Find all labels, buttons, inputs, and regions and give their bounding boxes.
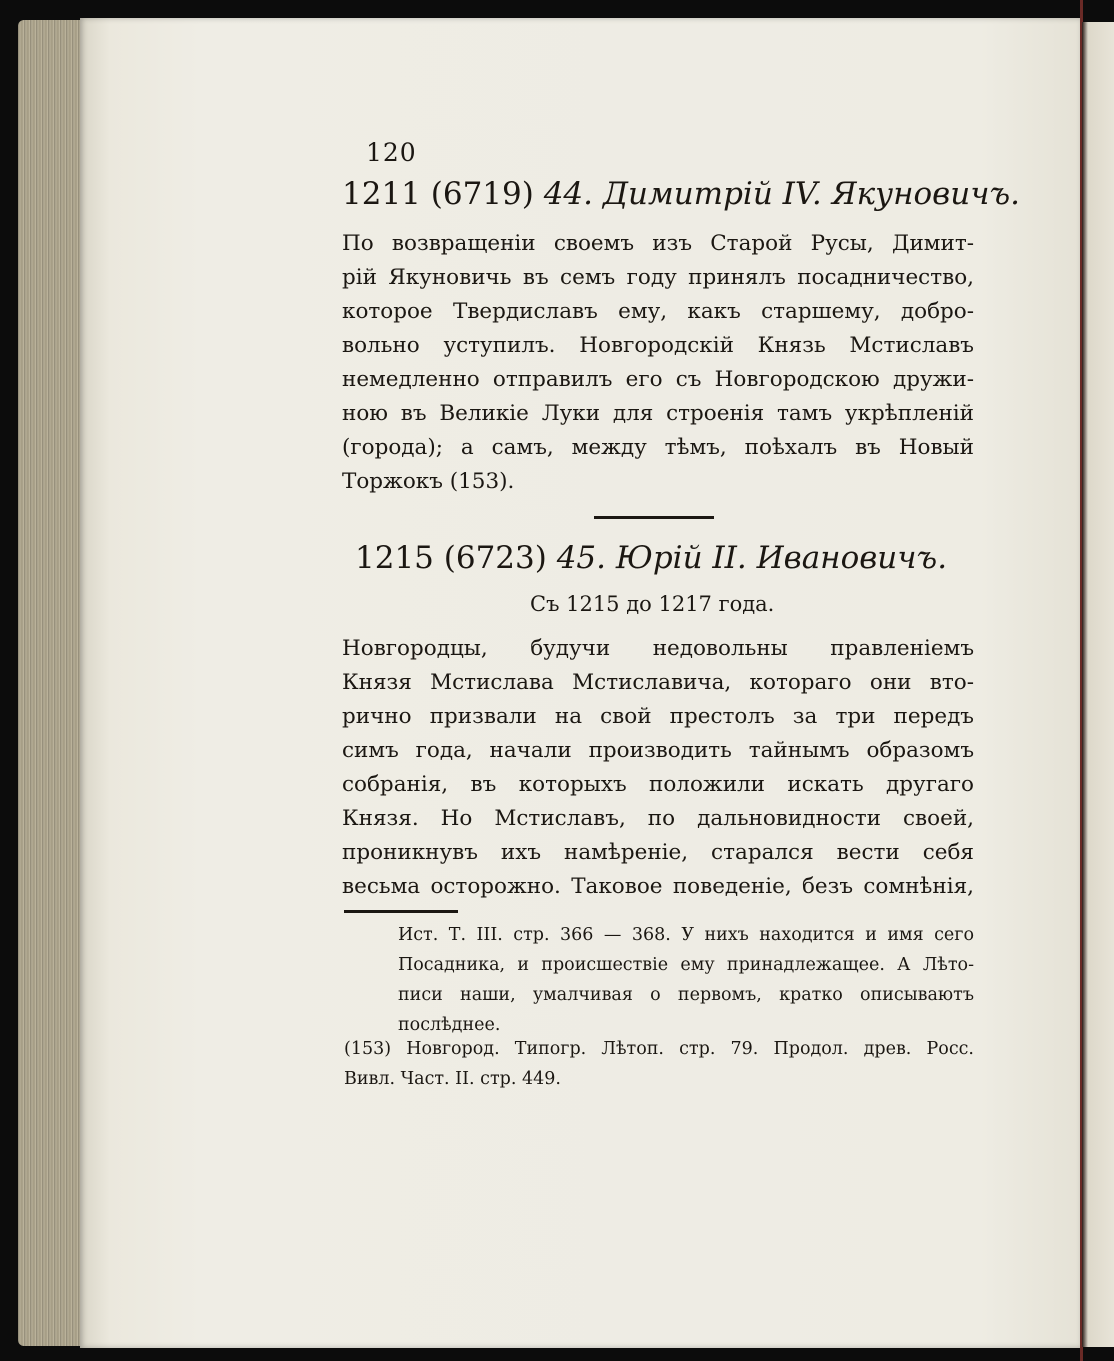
text-line: ною въ Великіе Луки для строенія тамъ укрѣпленій — [342, 401, 974, 426]
facing-page-edge — [1082, 22, 1114, 1347]
footnote-line: писи наши, умалчивая о первомъ, кратко описываютъ — [398, 985, 974, 1005]
text-line: Торжокъ (153). — [342, 469, 515, 494]
heading-years: 1215 (6723) — [355, 540, 547, 576]
text-line: вольно уступилъ. Новгородскій Князь Мстиславъ — [342, 333, 974, 358]
text-line: Новгородцы, будучи недовольны правленіемъ — [342, 636, 974, 661]
text-line: весьма осторожно. Таковое поведеніе, безъ сомнѣнія, — [342, 874, 974, 899]
footnote-1 — [398, 920, 974, 1040]
text-line: (города); а самъ, между тѣмъ, поѣхалъ въ Новый — [342, 435, 974, 460]
text-line: Князя. Но Мстиславъ, по дальновидности своей, — [342, 806, 974, 831]
text-line: которое Твердиславъ ему, какъ старшему, добро- — [342, 299, 974, 324]
page-number: 120 — [366, 138, 417, 167]
text-line: рій Якуновичь въ семъ году принялъ посадничество, — [342, 265, 974, 290]
footnote-rule — [344, 910, 458, 913]
book-page-edges — [18, 20, 88, 1346]
heading-years: 1211 (6719) — [342, 176, 534, 212]
paragraph-2 — [342, 632, 974, 904]
text-line: проникнувъ ихъ намѣреніе, старался вести себя — [342, 840, 974, 865]
footnote-line: послѣднее. — [398, 1015, 501, 1035]
footnote-line: Ист. Т. III. стр. 366 — 368. У нихъ находится и имя сего — [398, 925, 974, 945]
footnote-line: Вивл. Част. II. стр. 449. — [344, 1069, 561, 1089]
section-divider — [594, 516, 714, 519]
footnote-line: Посадника, и происшествіе ему принадлежащее. А Лѣто- — [398, 955, 974, 975]
section-heading-45 — [355, 540, 955, 576]
section-heading-44 — [342, 176, 1020, 212]
text-line: рично призвали на свой престолъ за три передъ — [342, 704, 974, 729]
footnote-153 — [344, 1034, 974, 1094]
heading-title: 44. Димитрій IV. Якуновичъ. — [543, 176, 1020, 212]
section-subheading: Съ 1215 до 1217 года. — [530, 592, 775, 616]
footnote-line: (153) Новгород. Типогр. Лѣтоп. стр. 79. Продол. древ. Росс. — [344, 1039, 974, 1059]
text-line: немедленно отправилъ его съ Новгородскою дружи- — [342, 367, 974, 392]
text-line: симъ года, начали производить тайнымъ образомъ — [342, 738, 974, 763]
text-line: По возвращеніи своемъ изъ Старой Русы, Димит- — [342, 231, 974, 256]
text-line: Князя Мстислава Мстиславича, котораго они вто- — [342, 670, 974, 695]
text-line: собранія, въ которыхъ положили искать другаго — [342, 772, 974, 797]
heading-title: 45. Юрій II. Ивановичъ. — [556, 540, 948, 576]
paragraph-1 — [342, 227, 974, 499]
